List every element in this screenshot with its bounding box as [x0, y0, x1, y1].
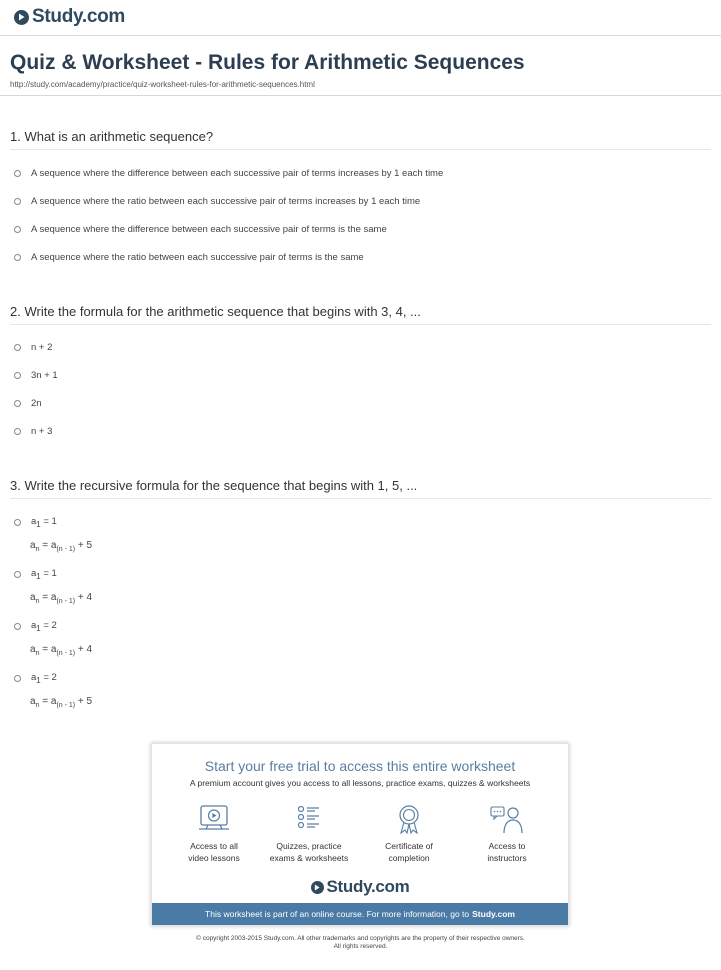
q3-option-d[interactable] [14, 672, 57, 685]
option-label: 3n + 1 [31, 370, 58, 381]
feature-certificate [359, 804, 459, 864]
q1-option-c[interactable] [14, 224, 387, 235]
promo-title[interactable]: Start your free trial to access this entire worksheet [204, 758, 516, 774]
radio-button[interactable] [14, 372, 21, 379]
q1-option-b[interactable] [14, 196, 420, 207]
option-label: A sequence where the ratio between each successive pair of terms is the same [31, 252, 364, 263]
copyright-notice: © copyright 2003-2015 Study.com. All other trademarks and copyrights are the property of their respective owners. All rights reserved. [196, 935, 525, 950]
play-icon [14, 10, 29, 25]
radio-button[interactable] [14, 675, 21, 682]
radio-button[interactable] [14, 254, 21, 261]
q3-option-b[interactable] [14, 568, 57, 581]
initial-term: $a_1 = 2$ [31, 672, 57, 685]
radio-button[interactable] [14, 623, 21, 630]
q2-option-d[interactable] [14, 426, 52, 437]
option-label: A sequence where the difference between each successive pair of terms increases by 1 each time [31, 168, 444, 179]
promo-subtitle: A premium account gives you access to all lessons, practice exams, quizzes & worksheets [189, 778, 531, 788]
page-title: Quiz & Worksheet - Rules for Arithmetic Sequences [10, 51, 525, 74]
feature-instructors [457, 804, 557, 864]
initial-term: $a_1 = 2$ [31, 620, 57, 633]
course-info-text: This worksheet is part of an online course. For more information, go to [205, 909, 470, 919]
initial-term: $a_1 = 1$ [31, 516, 57, 529]
radio-button[interactable] [14, 571, 21, 578]
q1-option-a[interactable] [14, 168, 443, 179]
option-label: n + 3 [31, 426, 53, 437]
option-label: n + 2 [31, 342, 53, 353]
q3-option-b-recurrence: $a_n = a_{(n - 1)} + 4$ [30, 592, 93, 605]
q1-option-d[interactable] [14, 252, 364, 263]
feature-label: Access to all video lessons [188, 841, 240, 863]
page-url[interactable]: http://study.com/academy/practice/quiz-worksheet-rules-for-arithmetic-sequences.html [10, 80, 315, 89]
quiz-list-icon [293, 804, 325, 834]
option-label: A sequence where the ratio between each successive pair of terms increases by 1 each time [31, 196, 421, 207]
study-link[interactable]: Study.com [472, 909, 515, 919]
option-label: A sequence where the difference between each successive pair of terms is the same [31, 224, 387, 235]
option-label: 2n [31, 398, 42, 409]
study-logo[interactable] [14, 6, 125, 28]
logo-text: Study.com [326, 877, 410, 896]
feature-video-lessons [164, 804, 264, 864]
question-2-divider [10, 324, 711, 325]
q3-option-c[interactable] [14, 620, 57, 633]
radio-button[interactable] [14, 170, 21, 177]
q2-option-c[interactable] [14, 398, 42, 409]
radio-button[interactable] [14, 344, 21, 351]
radio-button[interactable] [14, 226, 21, 233]
header-divider [0, 35, 721, 36]
feature-label: Certificate of completion [385, 841, 433, 863]
certificate-icon [393, 804, 425, 834]
radio-button[interactable] [14, 400, 21, 407]
free-trial-promo[interactable] [151, 743, 569, 926]
question-3-divider [10, 498, 711, 499]
q2-option-a[interactable] [14, 342, 52, 353]
promo-study-logo[interactable] [152, 877, 568, 897]
question-1: 1. What is an arithmetic sequence? [10, 129, 214, 144]
q3-option-d-recurrence: $a_n = a_{(n - 1)} + 5$ [30, 696, 93, 709]
question-2: 2. Write the formula for the arithmetic sequence that begins with 3, 4, ... [10, 304, 421, 319]
video-lesson-icon [198, 804, 230, 834]
question-3: 3. Write the recursive formula for the sequence that begins with 1, 5, ... [10, 478, 418, 493]
q3-option-a[interactable] [14, 516, 57, 529]
title-divider [0, 95, 721, 96]
feature-quizzes [259, 804, 359, 864]
instructor-icon [490, 804, 524, 834]
radio-button[interactable] [14, 519, 21, 526]
q3-option-c-recurrence: $a_n = a_{(n - 1)} + 4$ [30, 644, 93, 657]
q3-option-a-recurrence: $a_n = a_{(n - 1)} + 5$ [30, 540, 93, 553]
course-info-bar [152, 903, 568, 925]
play-icon [311, 881, 324, 894]
radio-button[interactable] [14, 428, 21, 435]
radio-button[interactable] [14, 198, 21, 205]
logo-text: Study.com [32, 6, 126, 27]
feature-label: Quizzes, practice exams & worksheets [269, 841, 349, 863]
initial-term: $a_1 = 1$ [31, 568, 57, 581]
q2-option-b[interactable] [14, 370, 58, 381]
question-1-divider [10, 149, 711, 150]
feature-label: Access to instructors [487, 841, 527, 863]
